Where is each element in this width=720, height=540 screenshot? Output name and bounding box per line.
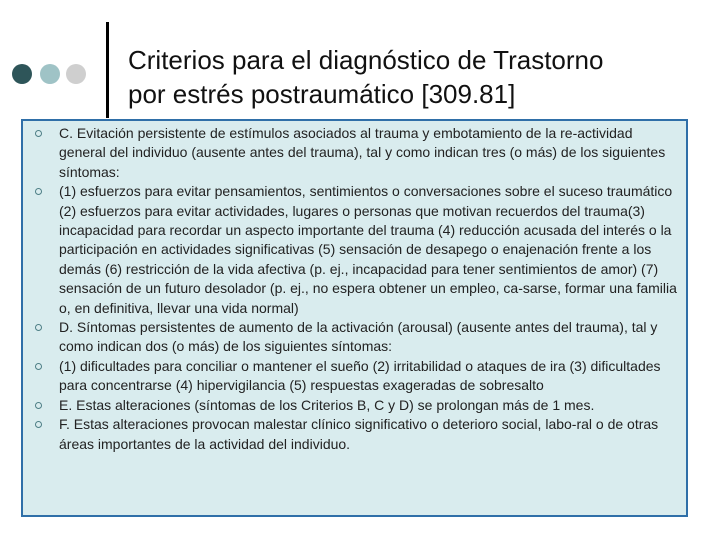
circle-bullet-icon [35, 363, 42, 370]
list-item [31, 318, 678, 357]
circle-bullet-icon [35, 324, 42, 331]
dark-dot-icon [12, 64, 32, 84]
title-divider [106, 22, 109, 118]
list-item-text: C. Evitación persistente de estímulos asociados al trauma y embotamiento de la re-actividad general del individuo (ausente antes del trauma), tal y como indican tres (o más) de los siguientes síntomas: [59, 125, 666, 180]
circle-bullet-icon [35, 421, 42, 428]
circle-bullet-icon [35, 130, 42, 137]
criteria-box [21, 119, 688, 517]
list-item-text: (1) esfuerzos para evitar pensamientos, sentimientos o conversaciones sobre el suceso traumático (2) esfuerzos para evitar actividades, lugares o personas que motivan recuerdos del trauma(3) incapacidad para recordar un aspecto importante del trauma (4) reducción acusada del interés o la participación en actividades significativas (5) sensación de desapego o enajenación frente a los demás (6) restricción de la vida afectiva (p. ej., incapacidad para tener sentimientos de amor) (7) sensación de un futuro desolador (p. ej., no espera obtener un empleo, ca-sarse, formar una familia o, en definitiva, llevar una vida normal) [59, 183, 677, 316]
list-item [31, 182, 678, 318]
criteria-list [31, 124, 678, 454]
list-item-text: D. Síntomas persistentes de aumento de la activación (arousal) (ausente antes del trauma), tal y como indican dos (o más) de los siguientes síntomas: [59, 319, 658, 355]
title-line-2: por estrés postraumático [309.81] [128, 79, 516, 109]
title-line-1: Criterios para el diagnóstico de Trastorno [128, 45, 604, 75]
list-item-text: F. Estas alteraciones provocan malestar clínico significativo o deterioro social, labo-ral o de otras áreas importantes de la actividad del individuo. [59, 416, 659, 452]
circle-bullet-icon [35, 188, 42, 195]
list-item [31, 124, 678, 182]
gray-dot-icon [66, 64, 86, 84]
list-item [31, 396, 678, 415]
slide-title [128, 43, 698, 111]
list-item [31, 415, 678, 454]
list-item-text: E. Estas alteraciones (síntomas de los Criterios B, C y D) se prolongan más de 1 mes. [59, 396, 595, 413]
list-item-text: (1) dificultades para conciliar o mantener el sueño (2) irritabilidad o ataques de ira (3) dificultades para concentrarse (4) hipervigilancia (5) respuestas exageradas de sobresalto [59, 357, 661, 394]
light-dot-icon [40, 64, 60, 84]
circle-bullet-icon [35, 402, 42, 409]
list-item [31, 357, 678, 396]
